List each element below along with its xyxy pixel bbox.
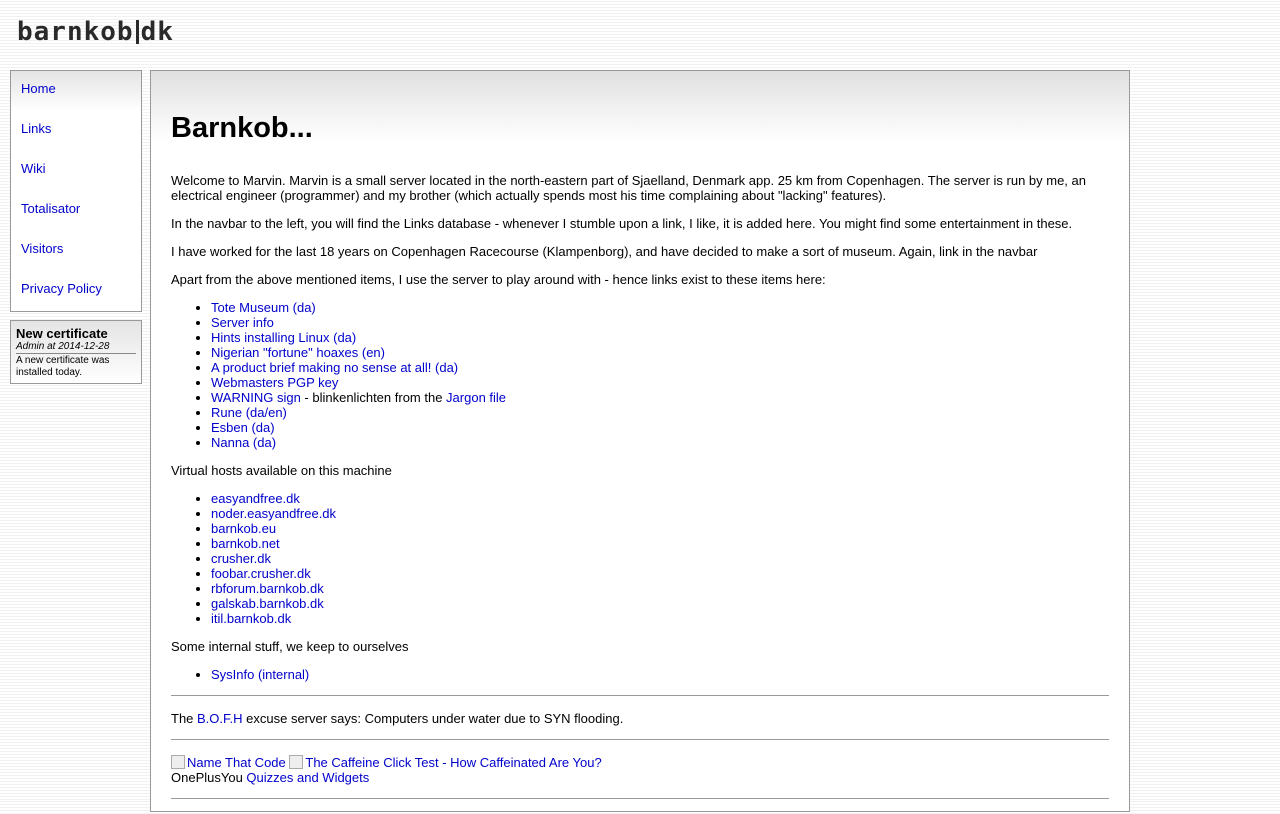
link-tote-museum[interactable]: Tote Museum (da) xyxy=(211,300,316,315)
vhost-link[interactable]: rbforum.barnkob.dk xyxy=(211,581,324,596)
vhost-link[interactable]: barnkob.eu xyxy=(211,521,277,536)
vhost-link[interactable]: itil.barnkob.dk xyxy=(211,611,292,626)
navbar xyxy=(10,70,142,312)
vhost-link[interactable]: crusher.dk xyxy=(211,551,271,566)
main-content xyxy=(150,70,1130,812)
divider xyxy=(171,739,1109,740)
site-logo[interactable] xyxy=(17,15,174,49)
link-server-info[interactable]: Server info xyxy=(211,315,274,330)
nav-item-privacy-policy[interactable]: Privacy Policy xyxy=(21,281,102,296)
list-item xyxy=(211,330,1109,345)
nav-item-home[interactable]: Home xyxy=(21,81,56,96)
link-warning-sign[interactable]: WARNING sign xyxy=(211,390,301,405)
museum-paragraph: I have worked for the last 18 years on Copenhagen Racecourse (Klampenborg), and have decided to make a sort of museum. Again, link in the navbar xyxy=(171,244,1038,259)
widgets xyxy=(171,755,1109,785)
link-sysinfo[interactable]: SysInfo (internal) xyxy=(211,667,310,682)
nav-item-visitors[interactable]: Visitors xyxy=(21,241,64,256)
vhost-link[interactable]: galskab.barnkob.dk xyxy=(211,596,324,611)
list-item xyxy=(211,375,1109,390)
vhost-link[interactable]: barnkob.net xyxy=(211,536,280,551)
vhost-link[interactable]: noder.easyandfree.dk xyxy=(211,506,337,521)
links-paragraph: In the navbar to the left, you will find the Links database - whenever I stumble upon a link, I like, it is added here. You might find some entertainment in these. xyxy=(171,216,1073,231)
list-item xyxy=(211,596,1109,611)
nav-item-wiki[interactable]: Wiki xyxy=(21,161,46,176)
caffeine-test-image[interactable]: The Caffeine Click Test - How Caffeinated Are You? xyxy=(289,755,601,770)
intro-paragraph: Welcome to Marvin. Marvin is a small server located in the north-eastern part of Sjaelland, Denmark app. 25 km from Copenhagen. The server is run by me, an electrical engineer (programmer) and my brother (which actually spends most his time complaining about "lacking" features). xyxy=(171,173,1086,203)
divider xyxy=(171,695,1109,696)
news-box xyxy=(10,320,142,384)
list-item xyxy=(211,435,1109,450)
divider xyxy=(171,798,1109,799)
logo-text-left: barnkob xyxy=(17,17,134,47)
bofh-excuse xyxy=(171,711,1109,726)
list-item xyxy=(211,420,1109,435)
list-item xyxy=(211,521,1109,536)
nav-item-totalisator[interactable]: Totalisator xyxy=(21,201,81,216)
list-item xyxy=(211,390,1109,405)
vhosts-list xyxy=(171,491,1109,626)
list-item xyxy=(211,581,1109,596)
internal-intro: Some internal stuff, we keep to ourselves xyxy=(171,639,409,654)
news-title: New certificate xyxy=(16,326,108,341)
link-nigerian-hoaxes[interactable]: Nigerian "fortune" hoaxes (en) xyxy=(211,345,385,360)
vhost-link[interactable]: easyandfree.dk xyxy=(211,491,300,506)
items-paragraph: Apart from the above mentioned items, I use the server to play around with - hence links exist to these items here: xyxy=(171,272,826,287)
list-item xyxy=(211,536,1109,551)
list-item xyxy=(211,300,1109,315)
bofh-excuse-text: excuse server says: Computers under water due to SYN flooding. xyxy=(242,711,624,726)
nav-item-links[interactable]: Links xyxy=(21,121,52,136)
link-rune[interactable]: Rune (da/en) xyxy=(211,405,287,420)
list-item xyxy=(211,345,1109,360)
link-esben[interactable]: Esben (da) xyxy=(211,420,275,435)
news-body: A new certificate was installed today. xyxy=(16,355,110,378)
list-item xyxy=(211,315,1109,330)
link-pgp-key[interactable]: Webmasters PGP key xyxy=(211,375,339,390)
list-item xyxy=(211,667,1109,682)
vhost-link[interactable]: foobar.crusher.dk xyxy=(211,566,311,581)
link-product-brief[interactable]: A product brief making no sense at all! (da) xyxy=(211,360,459,375)
link-bofh[interactable]: B.O.F.H xyxy=(197,711,243,726)
internal-list xyxy=(171,667,1109,682)
logo-divider xyxy=(136,20,139,44)
link-hints-linux[interactable]: Hints installing Linux (da) xyxy=(211,330,357,345)
list-item xyxy=(211,360,1109,375)
link-quizzes-widgets[interactable]: Quizzes and Widgets xyxy=(246,770,370,785)
list-item xyxy=(211,506,1109,521)
page-title: Barnkob... xyxy=(171,112,313,144)
name-that-code-image[interactable]: Name That Code xyxy=(171,755,286,770)
list-item xyxy=(211,611,1109,626)
vhosts-intro: Virtual hosts available on this machine xyxy=(171,463,392,478)
link-jargon-file[interactable]: Jargon file xyxy=(446,390,507,405)
widget-brand: OnePlusYou xyxy=(171,770,247,785)
list-item xyxy=(211,405,1109,420)
list-item xyxy=(211,491,1109,506)
logo-text-right: dk xyxy=(140,17,174,47)
list-item xyxy=(211,551,1109,566)
warning-text: - blinkenlichten from the xyxy=(300,390,447,405)
list-item xyxy=(211,566,1109,581)
bofh-prefix: The xyxy=(171,711,198,726)
link-nanna[interactable]: Nanna (da) xyxy=(211,435,277,450)
items-list xyxy=(171,300,1109,450)
news-meta: Admin at 2014-12-28 xyxy=(16,341,136,354)
